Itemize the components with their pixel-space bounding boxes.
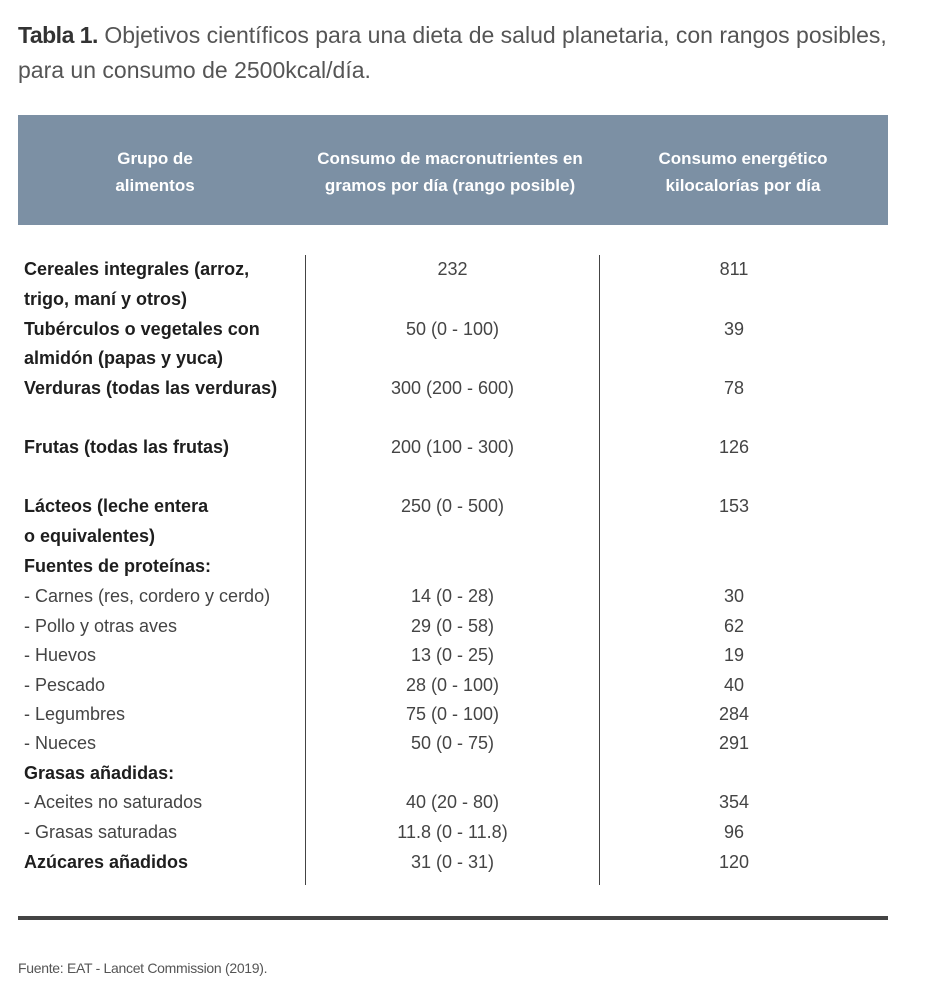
- food-cell: o equivalentes): [24, 526, 156, 546]
- kcal-cell: 96: [723, 822, 745, 842]
- food-cell: - Huevos: [24, 645, 97, 665]
- kcal-cell: 153: [718, 496, 750, 516]
- food-cell: - Aceites no saturados: [24, 792, 203, 812]
- table-bottom-rule: [18, 916, 888, 920]
- table-caption: [18, 18, 898, 88]
- grams-cell: 14 (0 - 28): [410, 586, 495, 606]
- grams-cell: 40 (20 - 80): [405, 792, 500, 812]
- grams-cell: 31 (0 - 31): [410, 852, 495, 872]
- caption-text-line1: Objetivos científicos para una dieta de salud planetaria, con rangos posibles,: [97, 22, 887, 48]
- grams-cell: 300 (200 - 600): [390, 378, 515, 398]
- food-cell: Verduras (todas las verduras): [24, 378, 278, 398]
- header-food-group: Grupo de alimentos: [115, 149, 195, 195]
- kcal-cell: 284: [718, 704, 750, 724]
- food-cell: - Nueces: [24, 733, 97, 753]
- food-cell: Azúcares añadidos: [24, 852, 189, 872]
- food-cell: - Pollo y otras aves: [24, 616, 178, 636]
- kcal-cell: 39: [723, 319, 745, 339]
- kcal-cell: 19: [723, 645, 745, 665]
- food-cell: trigo, maní y otros): [24, 289, 188, 309]
- grams-cell: 50 (0 - 75): [410, 733, 495, 753]
- grams-cell: 250 (0 - 500): [400, 496, 505, 516]
- grams-cell: 50 (0 - 100): [405, 319, 500, 339]
- kcal-cell: 78: [723, 378, 745, 398]
- kcal-cell: 811: [719, 259, 749, 279]
- kcal-cell: 30: [723, 586, 745, 606]
- kcal-cell: 354: [718, 792, 750, 812]
- caption-text-line2: para un consumo de 2500kcal/día.: [18, 57, 371, 83]
- grams-cell: 28 (0 - 100): [405, 675, 500, 695]
- kcal-cell: 120: [718, 852, 750, 872]
- grams-cell: 13 (0 - 25): [410, 645, 495, 665]
- table-label: Tabla 1.: [18, 22, 98, 48]
- food-cell: Cereales integrales (arroz,: [24, 259, 250, 279]
- food-cell: Frutas (todas las frutas): [24, 437, 230, 457]
- header-kcal: Consumo energético kilocalorías por día: [658, 149, 828, 195]
- kcal-cell: 291: [718, 733, 750, 753]
- source-note: Fuente: EAT - Lancet Commission (2019).: [18, 960, 268, 976]
- food-cell: - Carnes (res, cordero y cerdo): [24, 586, 271, 606]
- food-cell: Tubérculos o vegetales con: [24, 319, 260, 339]
- grams-cell: 75 (0 - 100): [405, 704, 500, 724]
- food-cell: Lácteos (leche entera: [24, 496, 209, 516]
- kcal-cell: 62: [723, 616, 745, 636]
- food-cell: - Grasas saturadas: [24, 822, 178, 842]
- kcal-cell: 126: [718, 437, 750, 457]
- kcal-cell: 40: [723, 675, 745, 695]
- grams-cell: 232: [437, 259, 468, 279]
- food-cell: Fuentes de proteínas:: [24, 556, 212, 576]
- food-cell: Grasas añadidas:: [24, 763, 175, 783]
- food-cell: - Legumbres: [24, 704, 126, 724]
- grams-cell: 11.8 (0 - 11.8): [397, 822, 508, 842]
- table-header: [18, 115, 888, 225]
- food-cell: almidón (papas y yuca): [24, 348, 224, 368]
- header-grams: Consumo de macronutrientes en gramos por día (rango posible): [317, 149, 583, 195]
- grams-cell: 200 (100 - 300): [390, 437, 515, 457]
- food-cell: - Pescado: [24, 675, 106, 695]
- grams-cell: 29 (0 - 58): [410, 616, 495, 636]
